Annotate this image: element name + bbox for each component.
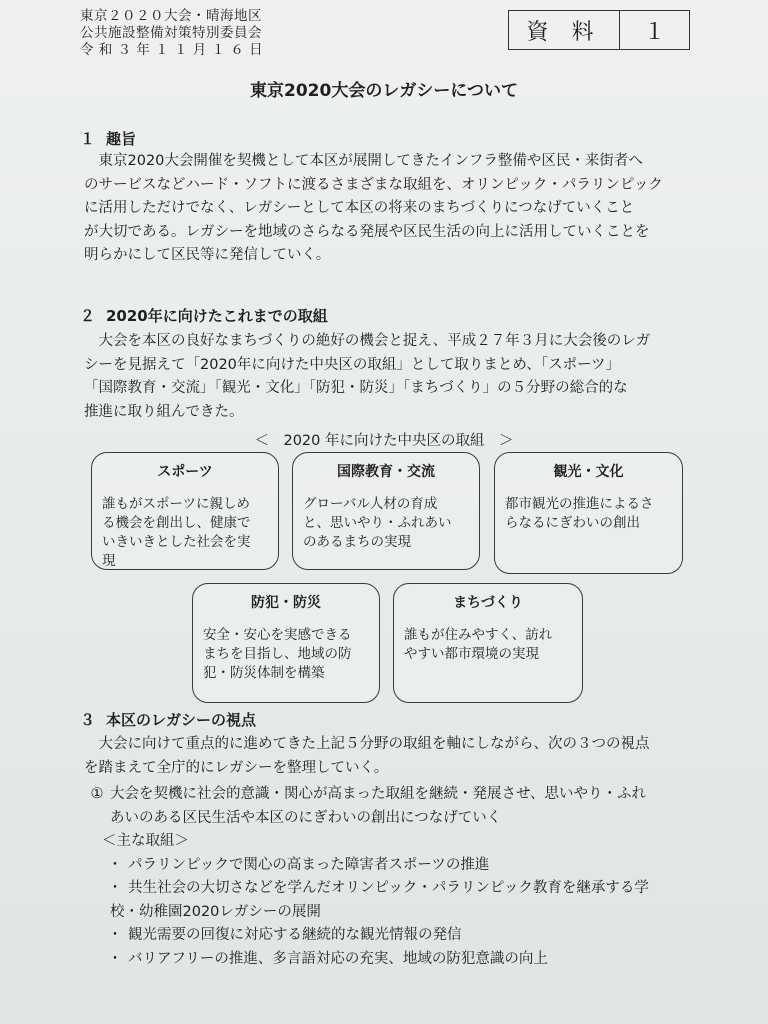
- card-body: [404, 626, 572, 664]
- header-meta: [80, 8, 263, 59]
- item-text-cont: あいのある区民生活や本区のにぎわいの創出につなげていく: [110, 809, 502, 826]
- section3-heading: [80, 709, 256, 730]
- section1-line: 東京2020大会開催を契機として本区が展開してきたインフラ整備や区民・来街者へ: [84, 153, 643, 169]
- card-line: と、思いやり・ふれあい: [303, 515, 452, 531]
- card-title: スポーツ: [157, 464, 213, 480]
- bullet-item: [84, 854, 704, 878]
- card-urban-planning: [393, 583, 583, 703]
- card-title: 観光・文化: [553, 464, 624, 480]
- meta-committee: 東京２０２０大会・晴海地区: [80, 8, 262, 24]
- section3-line: を踏まえて全庁的にレガシーを整理していく。: [84, 759, 389, 776]
- bullet-dot: ・: [107, 927, 123, 943]
- viewpoint-item-1: [84, 783, 704, 807]
- bullet-text: 共生社会の大切さなどを学んだオリンピック・パラリンピック教育を継承する学: [128, 880, 649, 896]
- card-line: やすい都市環境の実現: [404, 646, 539, 662]
- section1-number: １: [80, 130, 96, 148]
- card-sports: [91, 452, 279, 570]
- card-international: [292, 452, 480, 570]
- bullet-text: 観光需要の回復に対応する継続的な観光情報の発信: [128, 927, 462, 943]
- card-line: 誰もが住みやすく、訪れ: [404, 627, 553, 643]
- card-line: る機会を創出し、健康で: [102, 515, 251, 531]
- section2-number: ２: [80, 307, 96, 325]
- bullet-item: [84, 924, 704, 948]
- doc-label: 資 料: [509, 11, 620, 49]
- card-body: [505, 495, 672, 533]
- card-body: [203, 626, 369, 683]
- card-body: [102, 495, 268, 571]
- bullet-dot: ・: [107, 880, 123, 896]
- bullet-dot: ・: [107, 950, 123, 967]
- section2-line: 推進に取り組んできた。: [84, 403, 244, 420]
- section1-heading: [80, 128, 136, 149]
- meta-subcommittee: 公共施設整備対策特別委員会: [80, 25, 262, 41]
- card-line: いきいきとした社会を実: [102, 534, 251, 550]
- section2-title: 2020年に向けたこれまでの取組: [106, 307, 328, 325]
- section2-line: シーを見据えて「2020年に向けた中央区の取組」として取りまとめ、「スポーツ」: [84, 356, 620, 373]
- bullet-text: パラリンピックで関心の高まった障害者スポーツの推進: [128, 856, 490, 873]
- card-line: 現: [102, 553, 116, 569]
- section1-line: に活用しただけでなく、レガシーとして本区の将来のまちづくりにつなげていくこと: [84, 200, 635, 216]
- card-title: まちづくり: [453, 595, 523, 611]
- document-number-box: [508, 10, 690, 50]
- bullet-text: バリアフリーの推進、多言語対応の充実、地域の防犯意識の向上: [128, 950, 548, 967]
- card-title: 防犯・防災: [251, 595, 321, 611]
- diagram-title: ＜ 2020 年に向けた中央区の取組 ＞: [254, 433, 514, 449]
- card-tourism: [494, 452, 683, 574]
- section3-body: [84, 733, 694, 780]
- card-safety: [192, 583, 380, 703]
- section1-line: 明らかにして区民等に発信していく。: [84, 247, 331, 263]
- card-line: 都市観光の推進によるさ: [505, 496, 654, 512]
- page-title: 東京2020大会のレガシーについて: [250, 81, 518, 101]
- card-body: [303, 495, 469, 552]
- bullet-item: [84, 877, 704, 901]
- bullet-item: [84, 948, 704, 972]
- main-initiatives-label: ＜主な取組＞: [102, 833, 189, 849]
- section2-body: [84, 330, 694, 424]
- card-line: まちを目指し、地域の防: [203, 646, 352, 662]
- section3-line: 大会に向けて重点的に進めてきた上記５分野の取組を軸にしながら、次の３つの視点: [84, 736, 650, 752]
- section2-line: 「国際教育・交流」「観光・文化」「防犯・防災」「まちづくり」の５分野の総合的な: [84, 380, 628, 396]
- section2-line: 大会を本区の良好なまちづくりの絶好の機会と捉え、平成２７年３月に大会後のレガ: [84, 333, 651, 349]
- card-line: グローバル人材の育成: [303, 496, 438, 512]
- doc-number: １: [643, 19, 666, 45]
- section3-title: 本区のレガシーの視点: [106, 711, 257, 729]
- card-title: 国際教育・交流: [337, 464, 435, 480]
- section1-line: のサービスなどハード・ソフトに渡るさまざまな取組を、オリンピック・パラリンピック: [84, 176, 663, 193]
- bullet-text-cont: 校・幼稚園2020レガシーの展開: [110, 903, 321, 920]
- bullet-dot: ・: [107, 856, 123, 873]
- section2-heading: [80, 305, 328, 326]
- item-marker: ①: [90, 786, 104, 802]
- card-line: 誰もがスポーツに親しめ: [102, 496, 250, 512]
- card-line: のあるまちの実現: [303, 534, 411, 550]
- meta-date: 令 和 ３ 年 １ １ 月 １ ６ 日: [80, 42, 264, 58]
- card-line: 犯・防災体制を構築: [203, 665, 325, 681]
- card-line: 安全・安心を実感できる: [203, 627, 352, 643]
- section3-items: [84, 783, 704, 971]
- item-text: 大会を契機に社会的意識・関心が高まった取組を継続・発展させ、思いやり・ふれ: [110, 786, 647, 802]
- section3-number: ３: [80, 711, 96, 729]
- card-line: らなるにぎわいの創出: [505, 515, 640, 531]
- section1-body: [84, 150, 694, 268]
- section1-title: 趣旨: [106, 130, 137, 148]
- section1-line: が大切である。レガシーを地域のさらなる発展や区民生活の向上に活用していくことを: [84, 223, 650, 240]
